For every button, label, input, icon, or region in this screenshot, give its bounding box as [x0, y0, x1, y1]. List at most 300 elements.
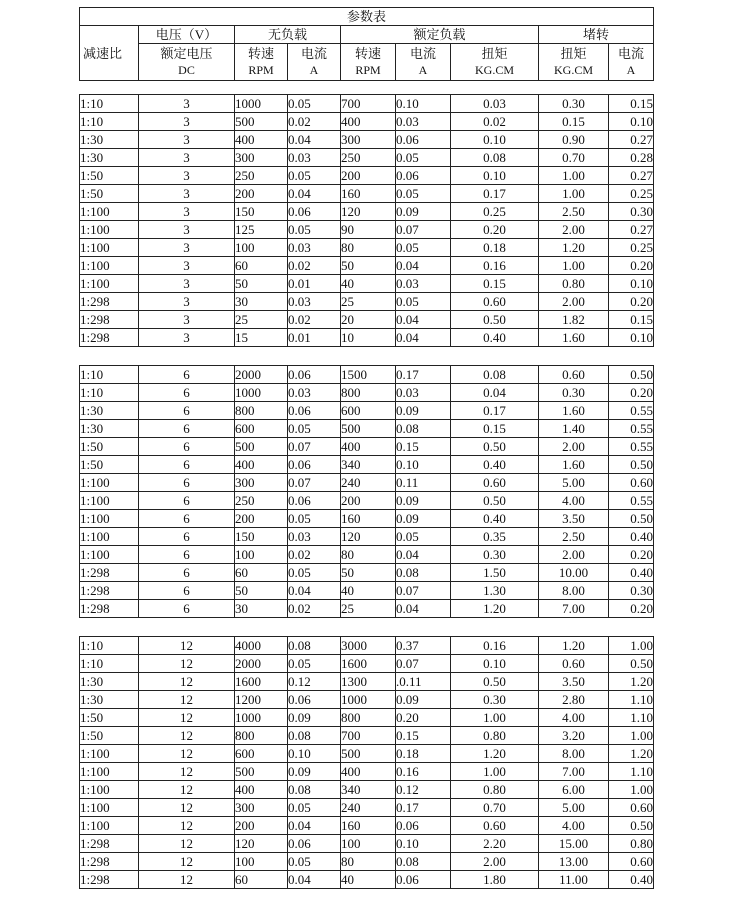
cell-rated-torque: 0.80: [451, 727, 539, 745]
cell-noload-speed: 30: [235, 600, 288, 618]
cell-stall-current: 0.30: [609, 582, 654, 600]
cell-rated-speed: 700: [341, 95, 396, 113]
cell-rated-current: 0.37: [396, 637, 451, 655]
table-row: [80, 763, 654, 781]
header-noload-current: [288, 44, 341, 81]
table-row: [80, 853, 654, 871]
cell-noload-speed: 300: [235, 149, 288, 167]
cell-ratio: 1:100: [80, 763, 139, 781]
cell-voltage: 12: [139, 745, 235, 763]
cell-stall-current: 0.30: [609, 203, 654, 221]
header-noload-speed-unit: RPM: [248, 63, 274, 77]
table-row: [80, 871, 654, 889]
table-row: [80, 709, 654, 727]
cell-rated-current: 0.03: [396, 384, 451, 402]
cell-noload-speed: 15: [235, 329, 288, 347]
cell-rated-current: 0.09: [396, 510, 451, 528]
cell-stall-current: 0.15: [609, 311, 654, 329]
cell-stall-torque: 5.00: [539, 799, 609, 817]
header-stall-torque-label: 扭矩: [560, 46, 587, 61]
cell-stall-torque: 2.50: [539, 203, 609, 221]
header-voltage-unit: DC: [178, 63, 195, 77]
cell-stall-torque: 10.00: [539, 564, 609, 582]
table-row: [80, 727, 654, 745]
cell-rated-torque: 2.20: [451, 835, 539, 853]
cell-stall-torque: 3.50: [539, 673, 609, 691]
table-row: [80, 221, 654, 239]
cell-stall-torque: 1.20: [539, 637, 609, 655]
cell-stall-current: 1.10: [609, 763, 654, 781]
cell-rated-speed: 3000: [341, 637, 396, 655]
cell-stall-torque: 2.00: [539, 293, 609, 311]
cell-noload-current: 0.05: [288, 564, 341, 582]
cell-rated-current: 0.04: [396, 600, 451, 618]
cell-rated-speed: 10: [341, 329, 396, 347]
cell-ratio: 1:50: [80, 727, 139, 745]
cell-voltage: 6: [139, 528, 235, 546]
header-noload-current-label: 电流: [300, 46, 327, 61]
cell-noload-current: 0.04: [288, 582, 341, 600]
cell-rated-speed: 400: [341, 438, 396, 456]
header-rated-torque: [451, 44, 539, 81]
cell-noload-current: 0.03: [288, 239, 341, 257]
cell-rated-torque: 1.20: [451, 745, 539, 763]
cell-stall-current: 0.40: [609, 528, 654, 546]
cell-noload-speed: 200: [235, 510, 288, 528]
cell-noload-speed: 4000: [235, 637, 288, 655]
header-rated-speed-unit: RPM: [355, 63, 381, 77]
cell-voltage: 6: [139, 384, 235, 402]
cell-noload-speed: 500: [235, 763, 288, 781]
cell-voltage: 3: [139, 257, 235, 275]
cell-rated-speed: 80: [341, 239, 396, 257]
cell-ratio: 1:30: [80, 402, 139, 420]
cell-rated-current: 0.09: [396, 402, 451, 420]
cell-rated-current: 0.09: [396, 492, 451, 510]
cell-rated-speed: 160: [341, 185, 396, 203]
cell-voltage: 3: [139, 131, 235, 149]
group-spacer-cell: [80, 347, 654, 366]
cell-stall-torque: 0.30: [539, 384, 609, 402]
cell-stall-torque: 8.00: [539, 745, 609, 763]
cell-stall-current: 0.60: [609, 799, 654, 817]
cell-rated-torque: 1.00: [451, 709, 539, 727]
cell-stall-torque: 0.30: [539, 95, 609, 113]
cell-stall-torque: 3.50: [539, 510, 609, 528]
table-row: [80, 131, 654, 149]
cell-rated-torque: 0.20: [451, 221, 539, 239]
cell-rated-torque: 0.17: [451, 185, 539, 203]
cell-rated-current: 0.10: [396, 95, 451, 113]
cell-rated-current: 0.17: [396, 799, 451, 817]
cell-voltage: 3: [139, 185, 235, 203]
cell-rated-current: 0.06: [396, 871, 451, 889]
cell-voltage: 6: [139, 420, 235, 438]
cell-rated-torque: 0.02: [451, 113, 539, 131]
table-title: 参数表: [80, 8, 654, 26]
cell-rated-current: 0.04: [396, 329, 451, 347]
cell-rated-current: 0.05: [396, 239, 451, 257]
cell-voltage: 6: [139, 564, 235, 582]
parameter-table: [79, 7, 654, 889]
header-stall-current-label: 电流: [617, 46, 644, 61]
cell-voltage: 3: [139, 167, 235, 185]
cell-rated-speed: 120: [341, 203, 396, 221]
cell-noload-current: 0.07: [288, 438, 341, 456]
cell-noload-speed: 60: [235, 564, 288, 582]
cell-stall-current: 0.50: [609, 817, 654, 835]
table-row: [80, 420, 654, 438]
cell-stall-torque: 0.60: [539, 366, 609, 384]
cell-stall-torque: 0.70: [539, 149, 609, 167]
cell-rated-speed: 40: [341, 871, 396, 889]
cell-ratio: 1:10: [80, 637, 139, 655]
cell-noload-speed: 60: [235, 257, 288, 275]
cell-voltage: 12: [139, 781, 235, 799]
cell-rated-torque: 2.00: [451, 853, 539, 871]
header-stall-current-unit: A: [626, 63, 636, 77]
cell-noload-speed: 50: [235, 582, 288, 600]
cell-rated-speed: 240: [341, 799, 396, 817]
cell-ratio: 1:10: [80, 366, 139, 384]
cell-rated-torque: 1.30: [451, 582, 539, 600]
cell-rated-current: 0.10: [396, 456, 451, 474]
cell-stall-current: 0.10: [609, 329, 654, 347]
cell-stall-current: 0.80: [609, 835, 654, 853]
cell-stall-current: 0.50: [609, 655, 654, 673]
cell-voltage: 12: [139, 871, 235, 889]
cell-noload-speed: 120: [235, 835, 288, 853]
cell-voltage: 3: [139, 221, 235, 239]
cell-stall-current: 0.60: [609, 474, 654, 492]
cell-rated-torque: 0.08: [451, 366, 539, 384]
cell-ratio: 1:298: [80, 329, 139, 347]
cell-noload-speed: 2000: [235, 366, 288, 384]
header-noload-speed-label: 转速: [247, 46, 274, 61]
cell-stall-current: 0.55: [609, 438, 654, 456]
group-spacer-cell: [80, 618, 654, 637]
cell-stall-current: 0.15: [609, 95, 654, 113]
cell-ratio: 1:100: [80, 275, 139, 293]
cell-rated-torque: 0.08: [451, 149, 539, 167]
header-stall-torque: [539, 44, 609, 81]
cell-rated-torque: 0.10: [451, 655, 539, 673]
cell-ratio: 1:30: [80, 691, 139, 709]
table-row: [80, 655, 654, 673]
cell-noload-speed: 1000: [235, 95, 288, 113]
table-row: [80, 835, 654, 853]
cell-noload-current: 0.06: [288, 492, 341, 510]
cell-noload-speed: 800: [235, 727, 288, 745]
cell-rated-speed: 25: [341, 600, 396, 618]
cell-noload-speed: 800: [235, 402, 288, 420]
table-row: [80, 167, 654, 185]
table-row: [80, 673, 654, 691]
cell-noload-current: 0.05: [288, 655, 341, 673]
cell-stall-torque: 2.00: [539, 546, 609, 564]
cell-ratio: 1:298: [80, 853, 139, 871]
cell-stall-current: 0.20: [609, 546, 654, 564]
cell-noload-current: 0.06: [288, 691, 341, 709]
cell-stall-torque: 1.60: [539, 402, 609, 420]
cell-voltage: 3: [139, 203, 235, 221]
table-row: [80, 474, 654, 492]
cell-noload-speed: 2000: [235, 655, 288, 673]
cell-rated-speed: 500: [341, 745, 396, 763]
cell-ratio: 1:100: [80, 203, 139, 221]
table-row: [80, 366, 654, 384]
cell-rated-torque: 0.15: [451, 275, 539, 293]
cell-stall-current: 0.27: [609, 221, 654, 239]
cell-noload-current: 0.06: [288, 366, 341, 384]
cell-rated-speed: 50: [341, 564, 396, 582]
cell-stall-torque: 7.00: [539, 763, 609, 781]
cell-noload-speed: 200: [235, 185, 288, 203]
cell-rated-current: 0.07: [396, 655, 451, 673]
cell-rated-speed: 300: [341, 131, 396, 149]
cell-stall-current: 0.20: [609, 600, 654, 618]
cell-rated-current: 0.06: [396, 167, 451, 185]
table-row: [80, 510, 654, 528]
cell-ratio: 1:298: [80, 600, 139, 618]
table-row: [80, 582, 654, 600]
cell-stall-current: 0.50: [609, 510, 654, 528]
cell-rated-current: 0.20: [396, 709, 451, 727]
cell-rated-current: 0.09: [396, 203, 451, 221]
cell-stall-current: 0.20: [609, 384, 654, 402]
cell-rated-current: 0.07: [396, 221, 451, 239]
header-rated-voltage-label: 额定电压: [160, 46, 213, 61]
cell-stall-torque: 1.82: [539, 311, 609, 329]
cell-rated-torque: 0.40: [451, 329, 539, 347]
cell-noload-current: 0.02: [288, 257, 341, 275]
cell-voltage: 12: [139, 637, 235, 655]
cell-stall-current: 0.27: [609, 167, 654, 185]
cell-rated-current: 0.03: [396, 113, 451, 131]
cell-noload-speed: 1600: [235, 673, 288, 691]
cell-ratio: 1:298: [80, 871, 139, 889]
cell-stall-current: 1.20: [609, 745, 654, 763]
cell-rated-speed: 160: [341, 817, 396, 835]
cell-stall-torque: 2.00: [539, 438, 609, 456]
table-row: [80, 781, 654, 799]
header-noload-speed: [235, 44, 288, 81]
table-row: [80, 149, 654, 167]
cell-rated-current: 0.10: [396, 835, 451, 853]
cell-rated-current: 0.06: [396, 131, 451, 149]
cell-voltage: 3: [139, 275, 235, 293]
cell-ratio: 1:10: [80, 113, 139, 131]
cell-ratio: 1:298: [80, 293, 139, 311]
cell-noload-current: 0.08: [288, 637, 341, 655]
cell-noload-current: 0.05: [288, 510, 341, 528]
cell-noload-current: 0.08: [288, 781, 341, 799]
cell-stall-current: 1.10: [609, 709, 654, 727]
cell-rated-speed: 120: [341, 528, 396, 546]
table-row: [80, 384, 654, 402]
cell-noload-speed: 25: [235, 311, 288, 329]
cell-voltage: 12: [139, 709, 235, 727]
cell-rated-current: 0.08: [396, 564, 451, 582]
cell-noload-speed: 250: [235, 492, 288, 510]
cell-stall-torque: 11.00: [539, 871, 609, 889]
cell-voltage: 3: [139, 149, 235, 167]
cell-rated-speed: 1600: [341, 655, 396, 673]
cell-rated-speed: 200: [341, 167, 396, 185]
cell-rated-torque: 0.16: [451, 257, 539, 275]
cell-stall-torque: 1.40: [539, 420, 609, 438]
cell-rated-current: 0.03: [396, 275, 451, 293]
cell-noload-current: 0.05: [288, 95, 341, 113]
cell-rated-speed: 160: [341, 510, 396, 528]
cell-rated-speed: 1000: [341, 691, 396, 709]
cell-noload-speed: 500: [235, 438, 288, 456]
cell-rated-torque: 0.30: [451, 546, 539, 564]
cell-rated-speed: 340: [341, 456, 396, 474]
cell-ratio: 1:10: [80, 95, 139, 113]
cell-rated-speed: 50: [341, 257, 396, 275]
table-row: [80, 528, 654, 546]
cell-stall-torque: 1.20: [539, 239, 609, 257]
table-row: [80, 293, 654, 311]
cell-noload-current: 0.09: [288, 763, 341, 781]
cell-rated-speed: 80: [341, 546, 396, 564]
cell-voltage: 12: [139, 673, 235, 691]
cell-stall-current: 0.10: [609, 113, 654, 131]
cell-rated-current: 0.05: [396, 293, 451, 311]
cell-ratio: 1:100: [80, 221, 139, 239]
header-stall-current: [609, 44, 654, 81]
cell-stall-torque: 4.00: [539, 817, 609, 835]
cell-rated-torque: 0.15: [451, 420, 539, 438]
table-row: [80, 564, 654, 582]
cell-noload-current: 0.06: [288, 835, 341, 853]
cell-stall-torque: 15.00: [539, 835, 609, 853]
cell-stall-current: 0.55: [609, 492, 654, 510]
cell-stall-torque: 5.00: [539, 474, 609, 492]
cell-noload-current: 0.01: [288, 329, 341, 347]
cell-rated-torque: 0.18: [451, 239, 539, 257]
cell-voltage: 6: [139, 456, 235, 474]
cell-stall-torque: 2.80: [539, 691, 609, 709]
cell-ratio: 1:100: [80, 528, 139, 546]
header-rated-torque-label: 扭矩: [481, 46, 508, 61]
cell-noload-current: 0.03: [288, 149, 341, 167]
cell-stall-torque: 13.00: [539, 853, 609, 871]
cell-ratio: 1:50: [80, 185, 139, 203]
cell-noload-speed: 500: [235, 113, 288, 131]
cell-stall-current: 0.27: [609, 131, 654, 149]
cell-voltage: 3: [139, 113, 235, 131]
cell-rated-torque: 0.50: [451, 311, 539, 329]
cell-rated-current: 0.04: [396, 546, 451, 564]
cell-rated-speed: 200: [341, 492, 396, 510]
cell-rated-current: 0.08: [396, 420, 451, 438]
cell-ratio: 1:10: [80, 384, 139, 402]
cell-stall-torque: 0.90: [539, 131, 609, 149]
cell-voltage: 3: [139, 95, 235, 113]
cell-stall-torque: 1.60: [539, 456, 609, 474]
cell-noload-current: 0.05: [288, 420, 341, 438]
cell-stall-torque: 7.00: [539, 600, 609, 618]
header-rated-current-label: 电流: [409, 46, 436, 61]
cell-rated-speed: 500: [341, 420, 396, 438]
cell-noload-current: 0.06: [288, 402, 341, 420]
cell-noload-speed: 100: [235, 239, 288, 257]
cell-noload-speed: 50: [235, 275, 288, 293]
cell-stall-torque: 1.00: [539, 257, 609, 275]
cell-noload-current: 0.02: [288, 311, 341, 329]
cell-stall-current: 0.55: [609, 402, 654, 420]
header-stall-torque-unit: KG.CM: [553, 63, 593, 77]
table-row: [80, 95, 654, 113]
cell-voltage: 6: [139, 510, 235, 528]
cell-stall-torque: 6.00: [539, 781, 609, 799]
cell-ratio: 1:100: [80, 817, 139, 835]
table-row: [80, 113, 654, 131]
cell-noload-current: 0.05: [288, 167, 341, 185]
cell-rated-torque: 0.04: [451, 384, 539, 402]
cell-noload-speed: 100: [235, 853, 288, 871]
cell-ratio: 1:50: [80, 167, 139, 185]
cell-rated-speed: 100: [341, 835, 396, 853]
table-row: [80, 239, 654, 257]
cell-voltage: 12: [139, 763, 235, 781]
cell-stall-current: 0.60: [609, 853, 654, 871]
cell-noload-speed: 1000: [235, 709, 288, 727]
cell-rated-torque: 0.30: [451, 691, 539, 709]
table-row: [80, 275, 654, 293]
cell-voltage: 3: [139, 293, 235, 311]
header-rated-voltage: [139, 44, 235, 81]
cell-ratio: 1:100: [80, 510, 139, 528]
cell-rated-torque: 0.40: [451, 456, 539, 474]
cell-rated-torque: 0.03: [451, 95, 539, 113]
cell-ratio: 1:30: [80, 420, 139, 438]
cell-rated-speed: 240: [341, 474, 396, 492]
header-voltage-group: 电压（V）: [139, 26, 235, 44]
cell-rated-torque: 0.50: [451, 673, 539, 691]
cell-voltage: 6: [139, 600, 235, 618]
cell-rated-current: 0.07: [396, 582, 451, 600]
cell-rated-torque: 0.60: [451, 817, 539, 835]
cell-rated-current: 0.18: [396, 745, 451, 763]
header-rated-torque-unit: KG.CM: [474, 63, 514, 77]
cell-noload-speed: 150: [235, 528, 288, 546]
cell-rated-torque: 0.35: [451, 528, 539, 546]
cell-noload-speed: 250: [235, 167, 288, 185]
cell-voltage: 6: [139, 474, 235, 492]
cell-ratio: 1:298: [80, 564, 139, 582]
cell-noload-speed: 400: [235, 456, 288, 474]
cell-ratio: 1:100: [80, 492, 139, 510]
table-row: [80, 329, 654, 347]
cell-ratio: 1:100: [80, 781, 139, 799]
cell-rated-current: 0.05: [396, 185, 451, 203]
header-no-load: 无负载: [235, 26, 341, 44]
table-row: [80, 745, 654, 763]
cell-ratio: 1:100: [80, 257, 139, 275]
cell-ratio: 1:30: [80, 131, 139, 149]
cell-noload-current: 0.03: [288, 293, 341, 311]
header-rated-speed: [341, 44, 396, 81]
cell-stall-current: 1.20: [609, 673, 654, 691]
cell-noload-current: 0.06: [288, 456, 341, 474]
cell-stall-current: 0.40: [609, 564, 654, 582]
group-spacer: [80, 347, 654, 366]
cell-voltage: 6: [139, 546, 235, 564]
cell-stall-current: 1.00: [609, 727, 654, 745]
